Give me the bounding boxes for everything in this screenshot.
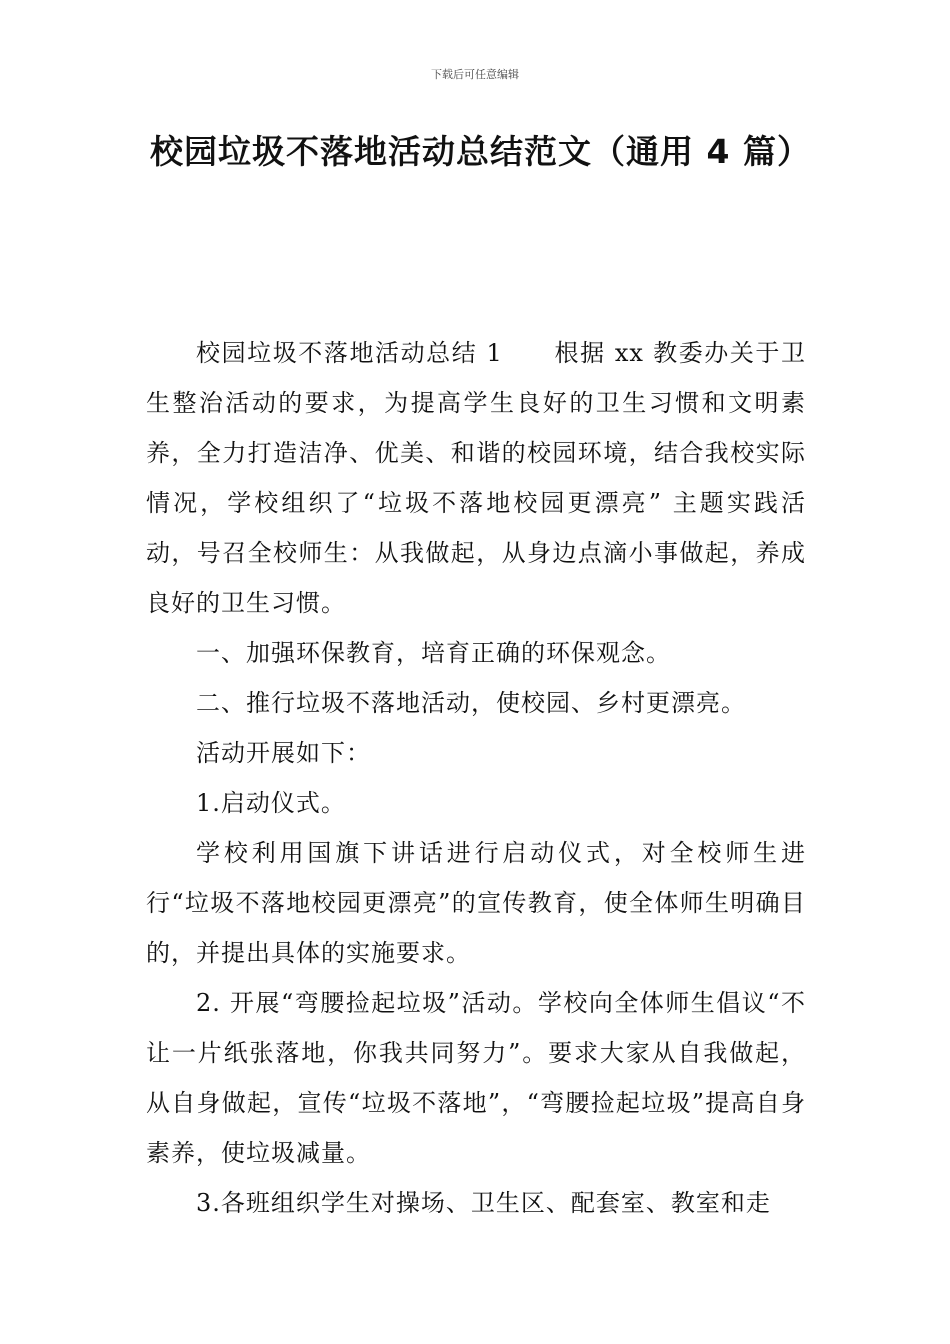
document-body — [146, 328, 806, 1228]
page-header-note: 下载后可任意编辑 — [431, 68, 519, 81]
paragraph-intro: 校园垃圾不落地活动总结 1 根据 xx 教委办关于卫生整治活动的要求，为提高学生良好的卫生习惯和文明素养，全力打造洁净、优美、和谐的校园环境，结合我校实际情况，学校组织了“垃圾不落地校园更漂亮” 主题实践活动，号召全校师生：从我做起，从身边点滴小事做起，养成良好的卫生习惯。 — [146, 339, 806, 617]
paragraph-activities-heading: 活动开展如下： — [196, 739, 371, 767]
paragraph-item-2: 2. 开展“弯腰捡起垃圾”活动。学校向全体师生倡议“不让一片纸张落地，你我共同努力”。要求大家从自我做起，从自身做起，宣传“垃圾不落地”，“弯腰捡起垃圾”提高自身素养，使垃圾减量。 — [146, 989, 806, 1167]
paragraph-item-1-body: 学校利用国旗下讲话进行启动仪式，对全校师生进行“垃圾不落地校园更漂亮”的宣传教育，使全体师生明确目的，并提出具体的实施要求。 — [146, 839, 806, 967]
paragraph-item-1-heading: 1.启动仪式。 — [196, 789, 346, 817]
paragraph-point-2: 二、推行垃圾不落地活动，使校园、乡村更漂亮。 — [196, 689, 746, 717]
paragraph-point-1: 一、加强环保教育，培育正确的环保观念。 — [196, 639, 671, 667]
paragraph-item-3: 3.各班组织学生对操场、卫生区、配套室、教室和走 — [196, 1189, 771, 1217]
document-title: 校园垃圾不落地活动总结范文（通用 4 篇） — [150, 132, 811, 171]
